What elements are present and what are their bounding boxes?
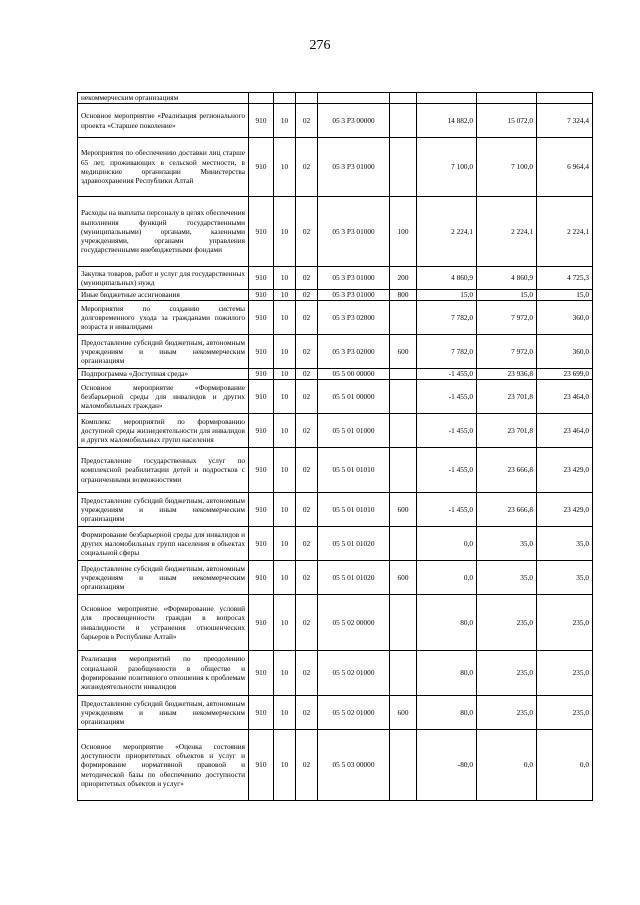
section-code-cell: 10	[274, 696, 296, 730]
expense-type-cell: 600	[390, 561, 417, 595]
expense-type-cell	[390, 369, 417, 380]
subsection-code-cell: 02	[296, 730, 318, 801]
row-name-cell: Предоставление субсидий бюджетным, автономным учреждениям и иным некоммерческим организациям	[78, 561, 249, 595]
subsection-code-cell: 02	[296, 651, 318, 696]
expense-type-cell	[390, 380, 417, 414]
target-article-cell: 05 5 01 01010	[318, 448, 390, 493]
table-row	[78, 380, 593, 414]
row-name-cell: Предоставление субсидий бюджетным, автономным учреждениям и иным некоммерческим организациям	[78, 696, 249, 730]
ministry-code-cell: 910	[249, 104, 274, 138]
expense-type-cell	[390, 730, 417, 801]
ministry-code-cell: 910	[249, 595, 274, 651]
table-row	[78, 104, 593, 138]
ministry-code-cell: 910	[249, 267, 274, 290]
amount-year1-cell: -1 455,0	[417, 369, 477, 380]
subsection-code-cell: 02	[296, 267, 318, 290]
section-code-cell: 10	[274, 301, 296, 335]
amount-year1-cell: 14 882,0	[417, 104, 477, 138]
target-article-cell: 05 5 01 01020	[318, 561, 390, 595]
amount-year1-cell: -1 455,0	[417, 493, 477, 527]
target-article-cell: 05 3 P3 00000	[318, 104, 390, 138]
target-article-cell: 05 5 01 01010	[318, 493, 390, 527]
amount-year2-cell: 2 224,1	[477, 197, 537, 267]
table-row	[78, 335, 593, 369]
section-code-cell: 10	[274, 369, 296, 380]
target-article-cell: 05 5 02 01000	[318, 696, 390, 730]
amount-year1-cell: 7 782,0	[417, 301, 477, 335]
ministry-code-cell: 910	[249, 414, 274, 448]
section-code-cell: 10	[274, 651, 296, 696]
subsection-code-cell: 02	[296, 335, 318, 369]
ministry-code-cell: 910	[249, 369, 274, 380]
subsection-code-cell	[296, 93, 318, 104]
amount-year3-cell: 235,0	[537, 696, 593, 730]
table-row	[78, 267, 593, 290]
expense-type-cell: 800	[390, 290, 417, 301]
amount-year1-cell: -1 455,0	[417, 380, 477, 414]
row-name-cell: Комплекс мероприятий по формированию доступной среды жизнедеятельности для инвалидов и других маломобильных групп населения	[78, 414, 249, 448]
amount-year2-cell: 23 666,8	[477, 493, 537, 527]
row-name-cell: некоммерческим организациям	[78, 93, 249, 104]
ministry-code-cell: 910	[249, 561, 274, 595]
row-name-cell: Предоставление субсидий бюджетным, автономным учреждениям и иным некоммерческим организациям	[78, 493, 249, 527]
row-name-cell: Основное мероприятие «Формирование безбарьерной среды для инвалидов и других маломобильных граждан»	[78, 380, 249, 414]
expense-type-cell	[390, 595, 417, 651]
amount-year2-cell: 35,0	[477, 561, 537, 595]
amount-year2-cell	[477, 93, 537, 104]
amount-year2-cell: 15,0	[477, 290, 537, 301]
amount-year3-cell: 0,0	[537, 730, 593, 801]
amount-year2-cell: 235,0	[477, 696, 537, 730]
table-row	[78, 290, 593, 301]
expense-type-cell	[390, 651, 417, 696]
section-code-cell: 10	[274, 267, 296, 290]
ministry-code-cell: 910	[249, 527, 274, 561]
table-row	[78, 696, 593, 730]
table-row	[78, 301, 593, 335]
section-code-cell: 10	[274, 335, 296, 369]
target-article-cell: 05 3 P3 02000	[318, 335, 390, 369]
row-name-cell: Закупка товаров, работ и услуг для государственных (муниципальных) нужд	[78, 267, 249, 290]
subsection-code-cell: 02	[296, 595, 318, 651]
target-article-cell: 05 5 01 01020	[318, 527, 390, 561]
table-body	[78, 93, 593, 801]
ministry-code-cell: 910	[249, 197, 274, 267]
expense-type-cell: 600	[390, 696, 417, 730]
section-code-cell: 10	[274, 197, 296, 267]
expense-type-cell	[390, 104, 417, 138]
expense-type-cell	[390, 414, 417, 448]
ministry-code-cell: 910	[249, 651, 274, 696]
ministry-code-cell: 910	[249, 301, 274, 335]
page-number: 276	[309, 38, 331, 53]
row-name-cell: Иные бюджетные ассигнования	[78, 290, 249, 301]
ministry-code-cell: 910	[249, 138, 274, 197]
amount-year2-cell: 0,0	[477, 730, 537, 801]
subsection-code-cell: 02	[296, 301, 318, 335]
amount-year2-cell: 7 100,0	[477, 138, 537, 197]
amount-year3-cell: 7 324,4	[537, 104, 593, 138]
target-article-cell: 05 5 02 01000	[318, 651, 390, 696]
ministry-code-cell	[249, 93, 274, 104]
section-code-cell: 10	[274, 561, 296, 595]
section-code-cell: 10	[274, 448, 296, 493]
subsection-code-cell: 02	[296, 414, 318, 448]
section-code-cell	[274, 93, 296, 104]
amount-year3-cell: 360,0	[537, 301, 593, 335]
subsection-code-cell: 02	[296, 493, 318, 527]
ministry-code-cell: 910	[249, 335, 274, 369]
table-row	[78, 493, 593, 527]
row-name-cell: Предоставление субсидий бюджетным, автономным учреждениям и иным некоммерческим организациям	[78, 335, 249, 369]
row-name-cell: Реализация мероприятий по преодолению социальной разобщенности в обществе и формирование позитивного отношения к проблемам жизнедеятельности инвалидов	[78, 651, 249, 696]
ministry-code-cell: 910	[249, 380, 274, 414]
table-row	[78, 595, 593, 651]
target-article-cell: 05 5 01 00000	[318, 380, 390, 414]
section-code-cell: 10	[274, 290, 296, 301]
subsection-code-cell: 02	[296, 380, 318, 414]
amount-year1-cell: -1 455,0	[417, 414, 477, 448]
ministry-code-cell: 910	[249, 290, 274, 301]
table-row	[78, 527, 593, 561]
amount-year1-cell: 80,0	[417, 651, 477, 696]
subsection-code-cell: 02	[296, 561, 318, 595]
amount-year3-cell: 23 429,0	[537, 493, 593, 527]
ministry-code-cell: 910	[249, 493, 274, 527]
amount-year1-cell: 4 860,9	[417, 267, 477, 290]
ministry-code-cell: 910	[249, 730, 274, 801]
target-article-cell: 05 5 00 00000	[318, 369, 390, 380]
amount-year2-cell: 23 701,8	[477, 380, 537, 414]
expense-type-cell: 600	[390, 493, 417, 527]
amount-year3-cell	[537, 93, 593, 104]
amount-year2-cell: 4 860,9	[477, 267, 537, 290]
table-row	[78, 93, 593, 104]
amount-year2-cell: 23 701,8	[477, 414, 537, 448]
amount-year3-cell: 6 964,4	[537, 138, 593, 197]
target-article-cell: 05 5 01 01000	[318, 414, 390, 448]
amount-year1-cell: 7 100,0	[417, 138, 477, 197]
table-row	[78, 138, 593, 197]
subsection-code-cell: 02	[296, 290, 318, 301]
amount-year3-cell: 360,0	[537, 335, 593, 369]
amount-year3-cell: 23 429,0	[537, 448, 593, 493]
row-name-cell: Основное мероприятие «Реализация регионального проекта «Старшее поколение»	[78, 104, 249, 138]
subsection-code-cell: 02	[296, 696, 318, 730]
section-code-cell: 10	[274, 104, 296, 138]
row-name-cell: Формирование безбарьерной среды для инвалидов и других маломобильных групп населения в объектах социальной сферы	[78, 527, 249, 561]
ministry-code-cell: 910	[249, 696, 274, 730]
subsection-code-cell: 02	[296, 448, 318, 493]
section-code-cell: 10	[274, 595, 296, 651]
expense-type-cell: 200	[390, 267, 417, 290]
expense-type-cell	[390, 301, 417, 335]
subsection-code-cell: 02	[296, 104, 318, 138]
amount-year3-cell: 23 464,0	[537, 414, 593, 448]
table-row	[78, 651, 593, 696]
target-article-cell: 05 3 P3 01000	[318, 290, 390, 301]
row-name-cell: Мероприятия по обеспечению доставки лиц старше 65 лет, проживающих в сельской местности, в медицинские организации Министерства здравоохранения Республики Алтай	[78, 138, 249, 197]
target-article-cell: 05 3 P3 02000	[318, 301, 390, 335]
amount-year3-cell: 35,0	[537, 527, 593, 561]
table-row	[78, 561, 593, 595]
table-row	[78, 197, 593, 267]
expense-type-cell: 100	[390, 197, 417, 267]
amount-year3-cell: 15,0	[537, 290, 593, 301]
amount-year3-cell: 23 464,0	[537, 380, 593, 414]
row-name-cell: Основное мероприятие «Формирование условий для просвещенности граждан в вопросах инвалидности и устранения отношенческих барьеров в Республике Алтай»	[78, 595, 249, 651]
target-article-cell: 05 5 02 00000	[318, 595, 390, 651]
subsection-code-cell: 02	[296, 197, 318, 267]
row-name-cell: Мероприятия по созданию системы долговременного ухода за гражданами пожилого возраста и инвалидами	[78, 301, 249, 335]
amount-year1-cell: 0,0	[417, 527, 477, 561]
amount-year2-cell: 23 936,8	[477, 369, 537, 380]
section-code-cell: 10	[274, 730, 296, 801]
table-row	[78, 448, 593, 493]
section-code-cell: 10	[274, 138, 296, 197]
row-name-cell: Подпрограмма «Доступная среда»	[78, 369, 249, 380]
amount-year1-cell	[417, 93, 477, 104]
section-code-cell: 10	[274, 493, 296, 527]
amount-year2-cell: 7 972,0	[477, 301, 537, 335]
target-article-cell	[318, 93, 390, 104]
expense-type-cell: 600	[390, 335, 417, 369]
amount-year2-cell: 235,0	[477, 595, 537, 651]
table-row	[78, 369, 593, 380]
subsection-code-cell: 02	[296, 138, 318, 197]
budget-table	[77, 92, 593, 801]
row-name-cell: Предоставление государственных услуг по комплексной реабилитации детей и подростков с ограниченными возможностями	[78, 448, 249, 493]
amount-year1-cell: 80,0	[417, 595, 477, 651]
expense-type-cell	[390, 448, 417, 493]
amount-year3-cell: 2 224,1	[537, 197, 593, 267]
amount-year1-cell: -1 455,0	[417, 448, 477, 493]
amount-year2-cell: 15 072,0	[477, 104, 537, 138]
target-article-cell: 05 3 P3 01000	[318, 267, 390, 290]
amount-year1-cell: 0,0	[417, 561, 477, 595]
expense-type-cell	[390, 93, 417, 104]
amount-year2-cell: 35,0	[477, 527, 537, 561]
amount-year1-cell: 80,0	[417, 696, 477, 730]
amount-year2-cell: 235,0	[477, 651, 537, 696]
amount-year1-cell: 7 782,0	[417, 335, 477, 369]
amount-year2-cell: 7 972,0	[477, 335, 537, 369]
row-name-cell: Расходы на выплаты персоналу в целях обеспечения выполнения функций государственными (муниципальными) органами, казенными учреждениями, органами управления государственными внебюджетными фондами	[78, 197, 249, 267]
target-article-cell: 05 5 03 00000	[318, 730, 390, 801]
row-name-cell: Основное мероприятие «Оценка состояния доступности приоритетных объектов и услуг и формирование нормативной правовой и методической базы по обеспечению доступности приоритетных объектов и услуг»	[78, 730, 249, 801]
table-row	[78, 414, 593, 448]
target-article-cell: 05 3 P3 01000	[318, 197, 390, 267]
expense-type-cell	[390, 527, 417, 561]
section-code-cell: 10	[274, 527, 296, 561]
ministry-code-cell: 910	[249, 448, 274, 493]
subsection-code-cell: 02	[296, 369, 318, 380]
amount-year1-cell: 15,0	[417, 290, 477, 301]
amount-year3-cell: 235,0	[537, 651, 593, 696]
amount-year3-cell: 235,0	[537, 595, 593, 651]
amount-year1-cell: 2 224,1	[417, 197, 477, 267]
table-row	[78, 730, 593, 801]
amount-year3-cell: 23 699,0	[537, 369, 593, 380]
amount-year3-cell: 4 725,3	[537, 267, 593, 290]
amount-year3-cell: 35,0	[537, 561, 593, 595]
target-article-cell: 05 3 P3 01000	[318, 138, 390, 197]
expense-type-cell	[390, 138, 417, 197]
subsection-code-cell: 02	[296, 527, 318, 561]
section-code-cell: 10	[274, 380, 296, 414]
section-code-cell: 10	[274, 414, 296, 448]
amount-year2-cell: 23 666,8	[477, 448, 537, 493]
amount-year1-cell: -80,0	[417, 730, 477, 801]
